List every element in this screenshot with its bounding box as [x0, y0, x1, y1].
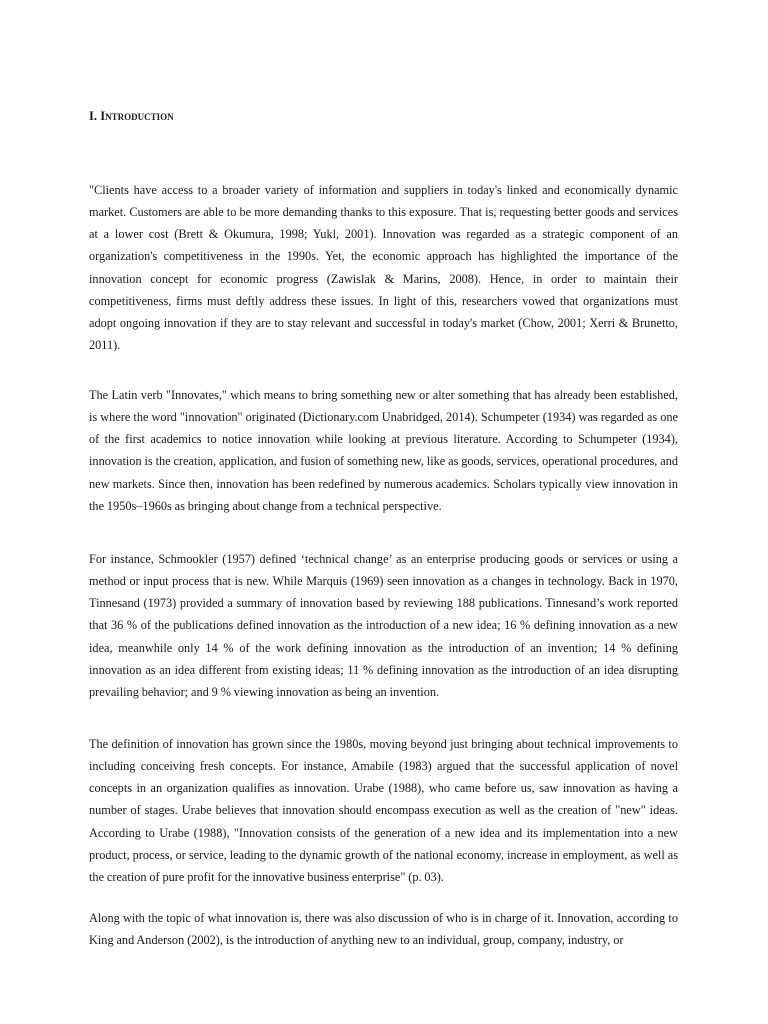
section-title-rest: ntroduction: [105, 109, 174, 123]
paragraph-4: The definition of innovation has grown since the 1980s, moving beyond just bringing about technical improvements to including conceiving fresh concepts. For instance, Amabile (1983) argued that the successful application of novel concepts in an organization qualifies as innovation. Urabe (1988), who came before us, saw innovation as having a number of stages. Urabe believes that innovation should encompass execution as well as the creation of "new" ideas. According to Urabe (1988), "Innovation consists of the generation of a new idea and its implementation into a new product, process, or service, leading to the dynamic growth of the national economy, increase in employment, as well as the creation of pure profit for the innovative business enterprise" (p. 03).: [89, 737, 678, 884]
paragraph-5: Along with the topic of what innovation is, there was also discussion of who is in charge of it. Innovation, according to King and Anderson (2002), is the introduction of anything new to an individual, group, company, industry, or: [89, 911, 678, 948]
section-number: I.: [89, 109, 98, 123]
paragraph-3: For instance, Schmookler (1957) defined ‘technical change’ as an enterprise producing goods or services or using a method or input process that is new. While Marquis (1969) seen innovation as a changes in technology. Back in 1970, Tinnesand (1973) provided a summary of innovation based by reviewing 188 publications. Tinnesand’s work reported that 36 % of the publications defined innovation as the introduction of a new idea; 16 % defining innovation as a new idea, meanwhile only 14 % of the work defining innovation as the introduction of an invention; 14 % defining innovation as an idea different from existing ideas; 11 % defining innovation as the introduction of an idea disrupting prevailing behavior; and 9 % viewing innovation as being an invention.: [89, 552, 678, 699]
section-heading: [89, 109, 174, 124]
paragraph-1: "Clients have access to a broader variety of information and suppliers in today's linked and economically dynamic market. Customers are able to be more demanding thanks to this exposure. That is, requesting better goods and services at a lower cost (Brett & Okumura, 1998; Yukl, 2001). Innovation was regarded as a strategic component of an organization's competitiveness in the 1990s. Yet, the economic approach has highlighted the importance of the innovation concept for economic progress (Zawislak & Marins, 2008). Hence, in order to maintain their competitiveness, firms must deftly address these issues. In light of this, researchers vowed that organizations must adopt ongoing innovation if they are to stay relevant and successful in today's market (Chow, 2001; Xerri & Brunetto, 2011).: [89, 183, 678, 353]
paragraph-2: The Latin verb "Innovates," which means to bring something new or alter something that has already been established, is where the word "innovation" originated (Dictionary.com Unabridged, 2014). Schumpeter (1934) was regarded as one of the first academics to notice innovation while looking at previous literature. According to Schumpeter (1934), innovation is the creation, application, and fusion of something new, like as goods, services, operational procedures, and new markets. Since then, innovation has been redefined by numerous academics. Scholars typically view innovation in the 1950s–1960s as bringing about change from a technical perspective.: [89, 388, 678, 513]
section-title-initial: I: [100, 109, 106, 123]
